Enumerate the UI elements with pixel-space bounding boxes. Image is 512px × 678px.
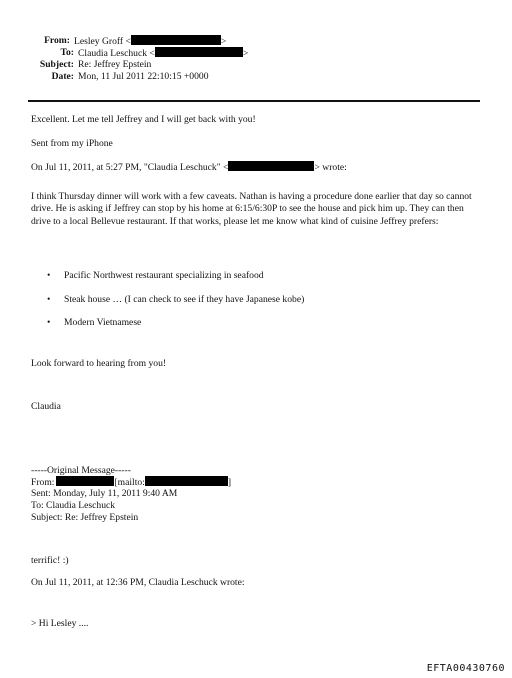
body-paragraph: I think Thursday dinner will work with a few caveats. Nathan is having a procedure done earlier that day so cannot drive. He is asking if Jeffrey can stop by his home at 6:15/6:30P to see the house and pick him up. They can then drive to a local Bellevue restaurant. If that works, please let me know what kind of cuisine Jeffrey prefers:: [31, 191, 472, 227]
bullet-item: Modern Vietnamese: [64, 317, 142, 328]
subject-value: Re: Jeffrey Epstein: [78, 59, 152, 70]
hi-lesley: > Hi Lesley ....: [31, 618, 89, 629]
terrific-line: terrific! :): [31, 555, 69, 566]
on-line: On Jul 11, 2011, at 12:36 PM, Claudia Leschuck wrote:: [31, 577, 245, 588]
header-divider: [28, 100, 480, 102]
from-lt: <: [123, 36, 131, 47]
original-sent: Sent: Monday, July 11, 2011 9:40 AM: [31, 488, 178, 499]
to-lt: <: [147, 48, 155, 59]
signature: Sent from my iPhone: [31, 138, 113, 149]
quote-intro: [31, 161, 347, 174]
quote-intro-prefix: On Jul 11, 2011, at 5:27 PM, "Claudia Leschuck" <: [31, 162, 229, 173]
original-from-label: From:: [31, 477, 55, 488]
to-name: Claudia Leschuck: [78, 48, 147, 59]
redaction-block: [131, 35, 221, 45]
bullet-dot: •: [47, 294, 51, 305]
from-label: From:: [44, 35, 70, 46]
original-to: To: Claudia Leschuck: [31, 500, 116, 511]
redaction-block: [155, 47, 243, 57]
redaction-block: [56, 476, 114, 486]
look-forward: Look forward to hearing from you!: [31, 358, 167, 369]
original-message-title: -----Original Message-----: [31, 465, 131, 476]
original-close-bracket: ]: [227, 477, 232, 488]
to-label: To:: [60, 47, 74, 58]
bullet-item: Pacific Northwest restaurant specializing in seafood: [64, 270, 264, 281]
subject-label: Subject:: [39, 59, 74, 70]
quote-intro-suffix: > wrote:: [314, 162, 347, 173]
redaction-block: [228, 161, 314, 171]
from-gt: >: [220, 36, 227, 47]
to-gt: >: [242, 48, 249, 59]
date-label: Date:: [51, 71, 74, 82]
to-value: [78, 47, 248, 59]
from-name: Lesley Groff: [74, 36, 124, 47]
bullet-dot: •: [47, 317, 51, 328]
bullet-dot: •: [47, 270, 51, 281]
document-id: EFTA00430760: [426, 663, 505, 674]
redaction-block: [145, 476, 228, 486]
original-subject: Subject: Re: Jeffrey Epstein: [31, 512, 139, 523]
reply-line: Excellent. Let me tell Jeffrey and I will get back with you!: [31, 114, 256, 125]
sender-name: Claudia: [31, 401, 61, 412]
bullet-item: Steak house … (I can check to see if they have Japanese kobe): [64, 294, 305, 305]
date-value: Mon, 11 Jul 2011 22:10:15 +0000: [78, 71, 209, 82]
from-value: [74, 35, 226, 47]
original-mailto: [mailto:: [114, 477, 145, 488]
